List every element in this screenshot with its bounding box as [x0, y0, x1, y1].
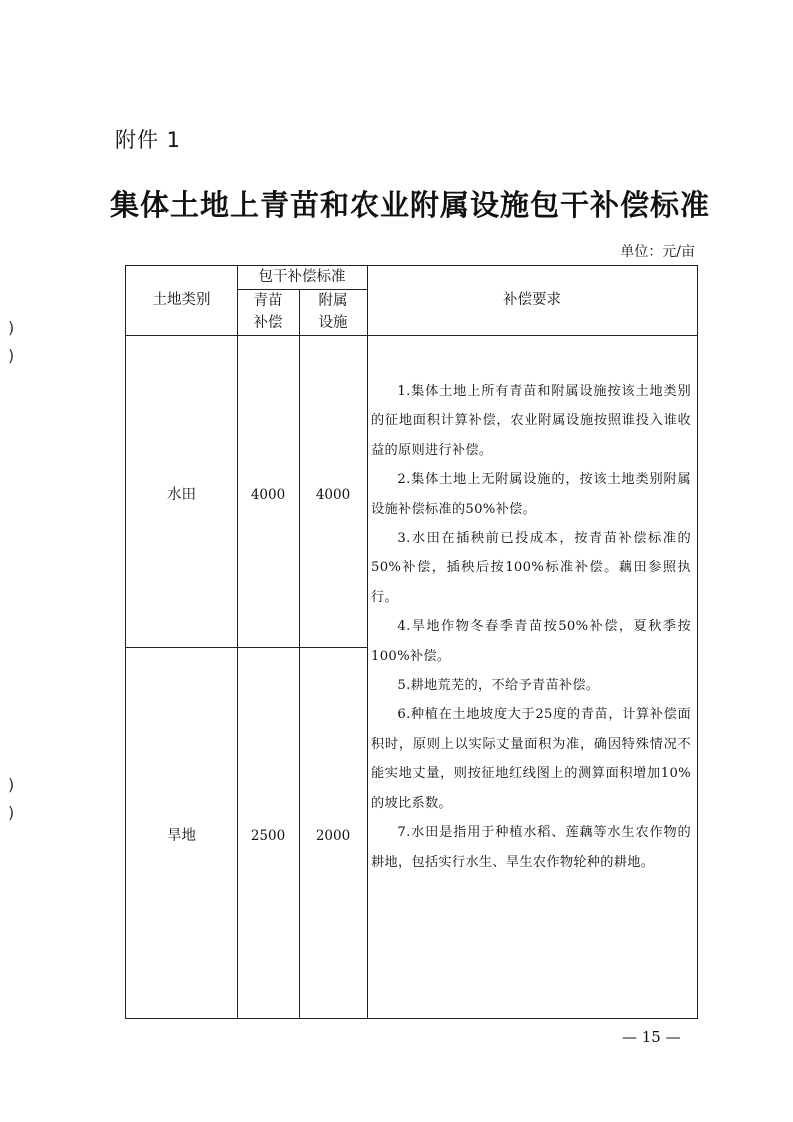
page-number: — 15 —: [622, 1028, 681, 1046]
document-title: 集体土地上青苗和农业附属设施包干补偿标准: [109, 188, 710, 222]
column-divider: [237, 266, 238, 1018]
row-dryland-seedling: 2500: [250, 828, 286, 844]
requirements-text: [371, 377, 691, 877]
attachment-label: 附件 1: [115, 128, 182, 152]
row-dryland-facility: 2000: [315, 828, 351, 844]
requirement-item: 1.集体土地上所有青苗和附属设施按该土地类别的征地面积计算补偿，农业附属设施按照谁投入谁收益的原则进行补偿。: [371, 384, 691, 458]
row-divider: [126, 335, 697, 336]
requirement-item: 7.水田是指用于种植水稻、莲藕等水生农作物的耕地，包括实行水生、旱生农作物轮种的耕地。: [371, 825, 691, 870]
requirement-item: 5.耕地荒芜的，不给予青苗补偿。: [397, 678, 600, 694]
compensation-table: [125, 265, 698, 1019]
scan-mark: ): [8, 318, 15, 337]
row-divider: [126, 647, 367, 648]
row-dryland-land-type: 旱地: [167, 828, 196, 844]
requirement-item: 2.集体土地上无附属设施的，按该土地类别附属设施补偿标准的50%补偿。: [371, 472, 691, 517]
requirement-item: 3.水田在插秧前已投成本，按青苗补偿标准的50%补偿，插秧后按100%标准补偿。藕田参照执行。: [371, 531, 691, 605]
row-paddy-land-type: 水田: [167, 487, 196, 503]
scan-mark: ): [8, 346, 15, 365]
column-divider: [299, 289, 300, 1018]
scan-mark: ): [8, 775, 15, 794]
header-seedling: 青苗 补偿: [253, 293, 283, 331]
requirement-item: 4.旱地作物冬春季青苗按50%补偿，夏秋季按100%补偿。: [371, 619, 691, 664]
scan-mark: ): [8, 803, 15, 822]
row-paddy-facility: 4000: [315, 487, 351, 503]
requirement-item: 6.种植在土地坡度大于25度的青苗，计算补偿面积时，原则上以实际丈量面积为准，确因特殊情况不能实地丈量，则按征地红线图上的测算面积增加10%的坡比系数。: [371, 707, 691, 811]
header-land-type: 土地类别: [152, 292, 211, 308]
header-requirements: 补偿要求: [503, 292, 561, 308]
header-facility: 附属 设施: [318, 293, 348, 331]
unit-label: 单位：元/亩: [620, 244, 695, 260]
column-divider: [367, 266, 368, 1018]
header-standard-group: 包干补偿标准: [258, 269, 346, 285]
row-paddy-seedling: 4000: [250, 487, 286, 503]
